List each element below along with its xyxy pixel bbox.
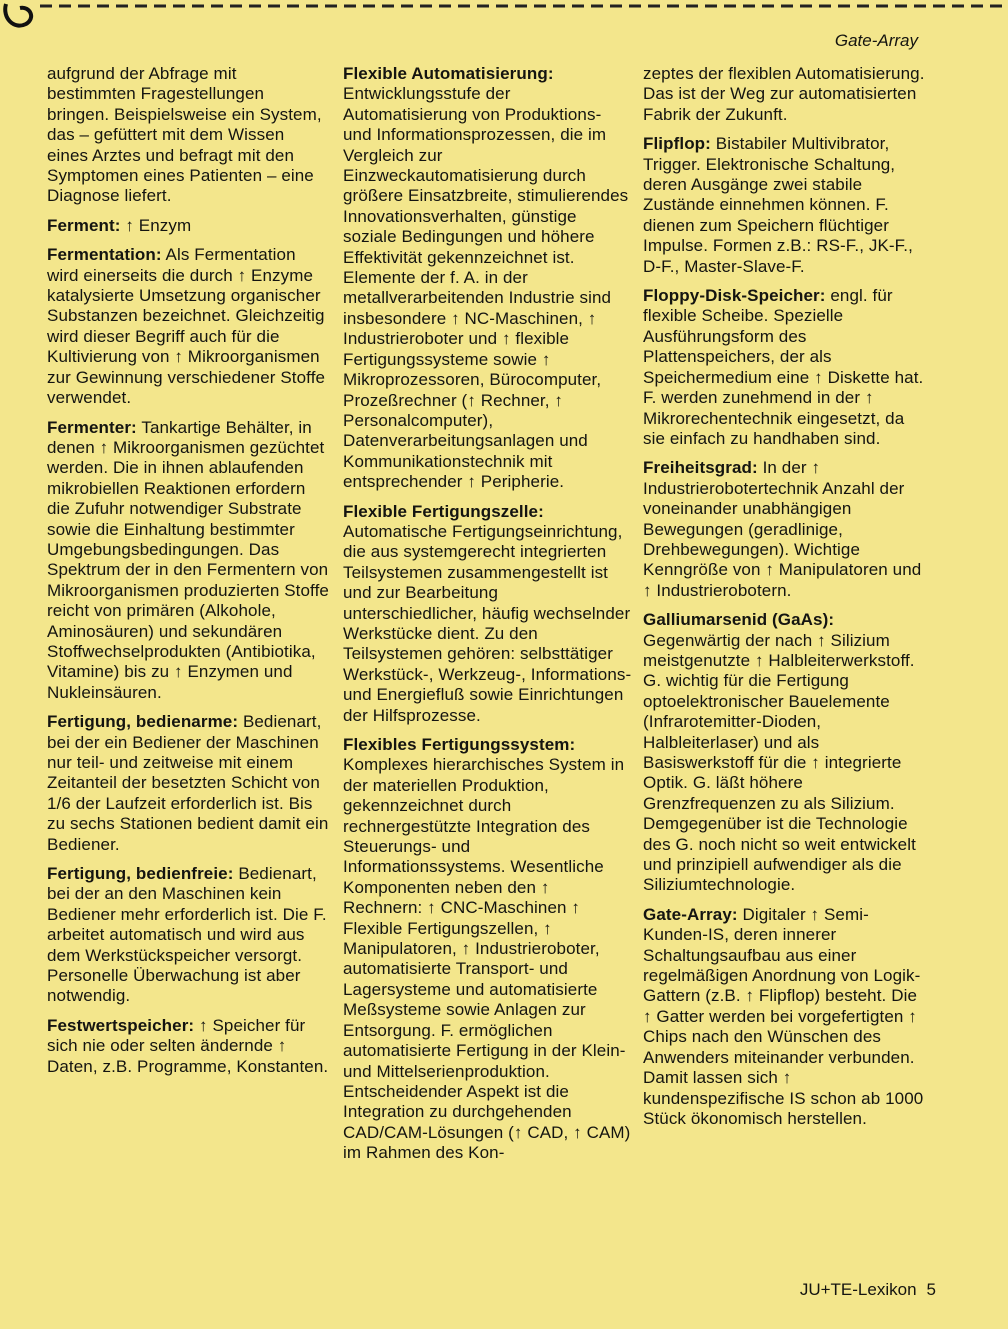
lexicon-entry <box>47 864 330 1007</box>
entry-term: Festwertspeicher: <box>47 1015 195 1035</box>
corner-mark-icon <box>0 0 48 36</box>
lexicon-entry <box>47 216 330 236</box>
entry-term: Flexible Fertigungszelle: <box>343 501 544 521</box>
lexicon-entry <box>47 64 330 207</box>
running-head: Gate-Array <box>834 31 918 50</box>
entry-definition: Automatische Fertigungseinrichtung, die aus systemgerecht integrierten Teilsystemen zusammengestellt ist und zur Bearbeitung unterschiedlicher, häufig wechselnder Werkstücke dient. Zu den Teilsystemen gehören: selbsttätiger Werkstück-, Werkzeug-, Informations- und Energiefluß sowie Einrichtungen der Hilfsprozesse. <box>343 521 632 725</box>
entry-definition: ↑ Enzym <box>125 215 192 235</box>
lexicon-entry <box>643 64 928 125</box>
lexicon-entry <box>343 502 633 726</box>
page-footer <box>800 1280 936 1300</box>
column-1 <box>47 64 330 1086</box>
entry-term: Floppy-Disk-Speicher: <box>643 286 826 306</box>
entry-definition: Entwicklungsstufe der Automatisierung von Produktions- und Informationsprozessen, die im Vergleich zur Einzweckautomatisierung durch größere Einsatzbreite, stimulierendes Innovationsverhalten, günstige soziale Bedingungen und höhere Effektivität gekennzeichnet ist. Elemente der f. A. in der metallverarbeitenden Industrie sind insbesondere ↑ NC-Maschinen, ↑ Industrieroboter und ↑ flexible Fertigungssysteme sowie ↑ Mikroprozessoren, Bürocomputer, Prozeßrechner (↑ Rechner, ↑ Personalcomputer), Datenverarbeitungsanlagen und Kommunikationstechnik mit entsprechender ↑ Peripherie. <box>343 84 629 492</box>
lexicon-entry <box>343 735 633 1164</box>
entry-definition: In der ↑ Industrierobotertechnik Anzahl der voneinander unabhängigen Bewegungen (geradlinige, Drehbewegungen). Wichtige Kenngröße von ↑ Manipulatoren und ↑ Industrierobotern. <box>643 458 922 600</box>
perforation-line <box>0 0 1008 14</box>
entry-definition: Tankartige Behälter, in denen ↑ Mikroorganismen gezüchtet werden. Die in ihnen ablaufenden mikrobiellen Reaktionen erfordern die Zufuhr notwendiger Substrate sowie die Einhaltung bestimmter Umgebungsbedingungen. Das Spektrum der in den Fermentern von Mikroorganismen produzierten Stoffe reicht von primären (Alkohole, Aminosäuren) und sekundären Stoffwechselprodukten (Antibiotika, Vitamine) bis zu ↑ Enzymen und Nukleinsäuren. <box>47 417 329 702</box>
entry-definition: engl. für flexible Scheibe. Spezielle Ausführungsform des Plattenspeichers, der als Speichermedium eine ↑ Diskette hat. F. werden zunehmend in der ↑ Mikrorechentechnik eingesetzt, da sie einfach zu handhaben sind. <box>643 286 924 448</box>
entry-definition: Bedienart, bei der ein Bediener der Maschinen nur teil- und zeitweise mit einem Zeitanteil der besetzten Schicht von 1/6 der Laufzeit erforderlich ist. Bis zu sechs Stationen bedient damit ein Bediener. <box>47 712 329 854</box>
lexicon-entry <box>643 905 928 1129</box>
entry-definition: Bedienart, bei der an den Maschinen kein Bediener mehr erforderlich ist. Die F. arbeitet automatisch und wird aus dem Werkstückspeicher versorgt. Personelle Überwachung ist aber notwendig. <box>47 864 327 1006</box>
lexicon-entry <box>643 134 928 277</box>
entry-definition: aufgrund der Abfrage mit bestimmten Fragestellungen bringen. Beispielsweise ein System, das – gefüttert mit dem Wissen eines Arztes und befragt mit den Symptomen eines Patienten – eine Diagnose liefert. <box>47 64 322 206</box>
entry-definition: Als Fermentation wird einerseits die durch ↑ Enzyme katalysierte Umsetzung organischer Substanzen bezeichnet. Gleichzeitig wird dieser Begriff auch für die Kultivierung von ↑ Mikroorganismen zur Gewinnung verschiedener Stoffe verwendet. <box>47 245 326 408</box>
lexicon-entry <box>47 245 330 408</box>
entry-term: Ferment: <box>47 215 121 235</box>
lexicon-entry <box>643 458 928 601</box>
lexicon-entry <box>343 64 633 493</box>
entry-definition: Digitaler ↑ Semi-Kunden-IS, deren innerer Schaltungsaufbau aus einer regelmäßigen Anordnung von Logik-Gattern (z.B. ↑ Flipflop) besteht. Die ↑ Gatter werden bei vorgefertigten ↑ Chips nach den Wünschen des Anwenders miteinander verbunden. Damit lassen sich ↑ kundenspezifische IS schon ab 1000 Stück ökonomisch herstellen. <box>643 904 924 1128</box>
entry-definition: ↑ Speicher für sich nie oder selten ändernde ↑ Daten, z.B. Programme, Konstanten. <box>47 1015 329 1076</box>
entry-definition: Bistabiler Multivibrator, Trigger. Elektronische Schaltung, deren Ausgänge zwei stabile Zustände einnehmen können. F. dienen zum Speichern flüchtiger Impulse. Formen z.B.: RS-F., JK-F., D-F., Master-Slave-F. <box>643 134 913 276</box>
entry-term: Gate-Array: <box>643 904 738 924</box>
entry-term: Galliumarsenid (GaAs): <box>643 610 835 630</box>
entry-definition: Komplexes hierarchisches System in der materiellen Produktion, gekennzeichnet durch rechnergestützte Integration des Steuerungs- und Informationssystems. Wesentliche Komponenten neben den ↑ Rechnern: ↑ CNC-Maschinen ↑ Flexible Fertigungszellen, ↑ Manipulatoren, ↑ Industrieroboter, automatisierte Transport- und Lagersysteme und automatisierte Meßsysteme sowie Anlagen zur Entsorgung. F. ermöglichen automatisierte Fertigung in der Klein- und Mittelserienproduktion. Entscheidender Aspekt ist die Integration zu durchgehenden CAD/CAM-Lösungen (↑ CAD, ↑ CAM) im Rahmen des Kon- <box>343 755 631 1163</box>
entry-term: Fertigung, bedienarme: <box>47 712 239 732</box>
lexicon-entry <box>47 712 330 855</box>
page-number: 5 <box>926 1280 936 1299</box>
entry-term: Freiheitsgrad: <box>643 458 758 478</box>
entry-term: Fermenter: <box>47 417 137 437</box>
publication-name: JU+TE-Lexikon <box>799 1280 917 1299</box>
lexicon-entry <box>47 418 330 704</box>
entry-term: Flipflop: <box>643 134 711 154</box>
entry-definition: zeptes der flexiblen Automatisierung. Das ist der Weg zur automatisierten Fabrik der Zukunft. <box>643 64 925 124</box>
column-2 <box>343 64 633 1173</box>
entry-term: Flexibles Fertigungssystem: <box>343 735 576 754</box>
column-3 <box>643 64 928 1138</box>
entry-definition: Gegenwärtig der nach ↑ Silizium meistgenutzte ↑ Halbleiterwerkstoff. G. wichtig für die Fertigung optoelektronischer Bauelemente (Infrarotemitter-Dioden, Halbleiterlaser) und als Basiswerkstoff für die ↑ integrierte Optik. G. läßt höhere Grenzfrequenzen zu als Silizium. Demgegenüber ist die Technologie des G. noch nicht so weit entwickelt und prinzipiell aufwendiger als die Siliziumtechnologie. <box>643 630 916 895</box>
entry-term: Fermentation: <box>47 245 162 265</box>
lexicon-entry <box>47 1016 330 1077</box>
entry-term: Flexible Automatisierung: <box>343 64 554 83</box>
lexicon-entry <box>643 286 928 449</box>
lexicon-entry <box>643 610 928 896</box>
entry-term: Fertigung, bedienfreie: <box>47 864 234 884</box>
